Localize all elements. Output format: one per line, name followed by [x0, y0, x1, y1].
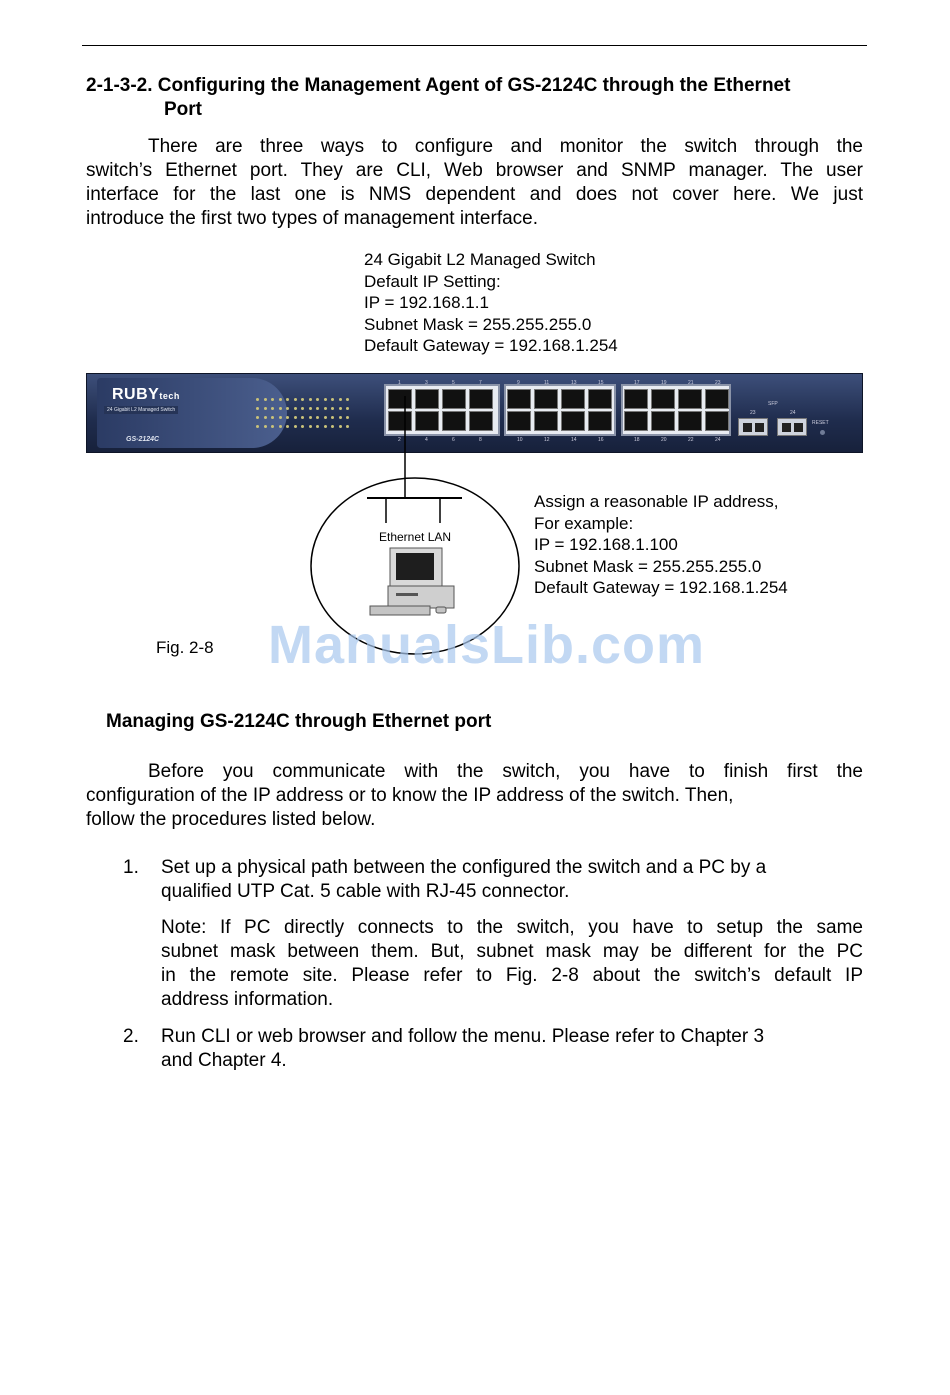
heading-line-2: Port — [164, 99, 202, 120]
switch-label-line: Default Gateway = 192.168.1.254 — [364, 336, 618, 355]
port-number-top: 1 — [398, 380, 401, 386]
device-model: GS-2124C — [126, 436, 160, 443]
pc-icon — [370, 548, 454, 615]
intro-line: interface for the last one is NMS dependent and does not cover here. We just — [86, 184, 863, 205]
step-number: 1. — [123, 857, 139, 878]
switch-label-line: Default IP Setting: — [364, 271, 501, 291]
port-number-top: 21 — [688, 380, 694, 386]
port-number-bottom: 22 — [688, 437, 694, 443]
step-1-note — [161, 916, 863, 1012]
step-line: Set up a physical path between the configured the switch and a PC by a — [161, 857, 767, 878]
step-line: qualified UTP Cat. 5 cable with RJ-45 connector. — [161, 881, 570, 902]
port-number-bottom: 6 — [452, 437, 455, 443]
watermark: ManualsLib.com — [268, 615, 706, 675]
port-number-bottom: 18 — [634, 437, 640, 443]
port-number-bottom: 12 — [544, 437, 550, 443]
before-line: Before you communicate with the switch, you have to finish first the — [148, 761, 863, 782]
switch-label-line: Subnet Mask = 255.255.255.0 — [364, 314, 592, 334]
brand-logo: RUBYtech — [112, 386, 180, 403]
subsection-title: Managing GS-2124C through Ethernet port — [106, 711, 492, 732]
heading-line-1: 2-1-3-2. Configuring the Management Agent of GS-2124C through the Ethernet — [86, 75, 791, 96]
figure-caption: Fig. 2-8 — [156, 638, 214, 657]
port-number-top: 9 — [517, 380, 520, 386]
sfp-label: SFP — [768, 401, 778, 407]
step-number: 2. — [123, 1026, 139, 1047]
port-number-bottom: 14 — [571, 437, 577, 443]
port-number-top: 11 — [544, 380, 550, 386]
step-2-text — [161, 1025, 863, 1073]
port-number-bottom: 8 — [479, 437, 482, 443]
port-number-top: 17 — [634, 380, 640, 386]
device-subtitle: 24 Gigabit L2 Managed Switch — [104, 406, 178, 414]
port-number-bottom: 24 — [715, 437, 721, 443]
port-number-top: 13 — [571, 380, 577, 386]
note-line: Note: If PC directly connects to the switch, you have to setup the same — [161, 917, 863, 938]
port-number-bottom: 2 — [398, 437, 401, 443]
intro-line: introduce the first two types of management interface. — [86, 208, 539, 229]
sfp-number: 24 — [790, 410, 796, 416]
intro-line: There are three ways to configure and monitor the switch through the — [148, 136, 863, 157]
port-number-top: 19 — [661, 380, 667, 386]
step-1-text — [161, 856, 863, 904]
port-number-top: 7 — [479, 380, 482, 386]
step-line: and Chapter 4. — [161, 1050, 287, 1071]
port-number-bottom: 16 — [598, 437, 604, 443]
step-line: Run CLI or web browser and follow the menu. Please refer to Chapter 3 — [161, 1026, 765, 1047]
before-paragraph — [86, 760, 863, 832]
sfp-number: 23 — [750, 410, 756, 416]
switch-label-line: 24 Gigabit L2 Managed Switch — [364, 250, 596, 269]
pc-label-line: Assign a reasonable IP address, — [534, 492, 779, 511]
port-number-top: 15 — [598, 380, 604, 386]
port-number-bottom: 4 — [425, 437, 428, 443]
port-number-bottom: 10 — [517, 437, 523, 443]
pc-label-line: Default Gateway = 192.168.1.254 — [534, 578, 788, 597]
port-number-top: 5 — [452, 380, 455, 386]
port-number-top: 23 — [715, 380, 721, 386]
note-line: in the remote site. Please refer to Fig. 2-8 about the switch’s default IP — [161, 965, 863, 986]
reset-label: RESET — [812, 420, 829, 426]
note-line: subnet mask between them. But, subnet mask may be different for the PC — [161, 941, 863, 962]
note-line: address information. — [161, 989, 334, 1010]
before-line: configuration of the IP address or to know the IP address of the switch. Then, — [86, 785, 734, 806]
before-line: follow the procedures listed below. — [86, 809, 376, 830]
switch-label-line: IP = 192.168.1.1 — [364, 293, 489, 312]
pc-label-line: Subnet Mask = 255.255.255.0 — [534, 556, 762, 576]
port-number-bottom: 20 — [661, 437, 667, 443]
pc-ip-label — [534, 491, 788, 599]
port-number-top: 3 — [425, 380, 428, 386]
pc-label-line: IP = 192.168.1.100 — [534, 535, 678, 554]
ethernet-lan-label: Ethernet LAN — [379, 530, 452, 544]
pc-label-line: For example: — [534, 513, 634, 533]
intro-line: switch’s Ethernet port. They are CLI, Web browser and SNMP manager. The user — [86, 160, 863, 181]
